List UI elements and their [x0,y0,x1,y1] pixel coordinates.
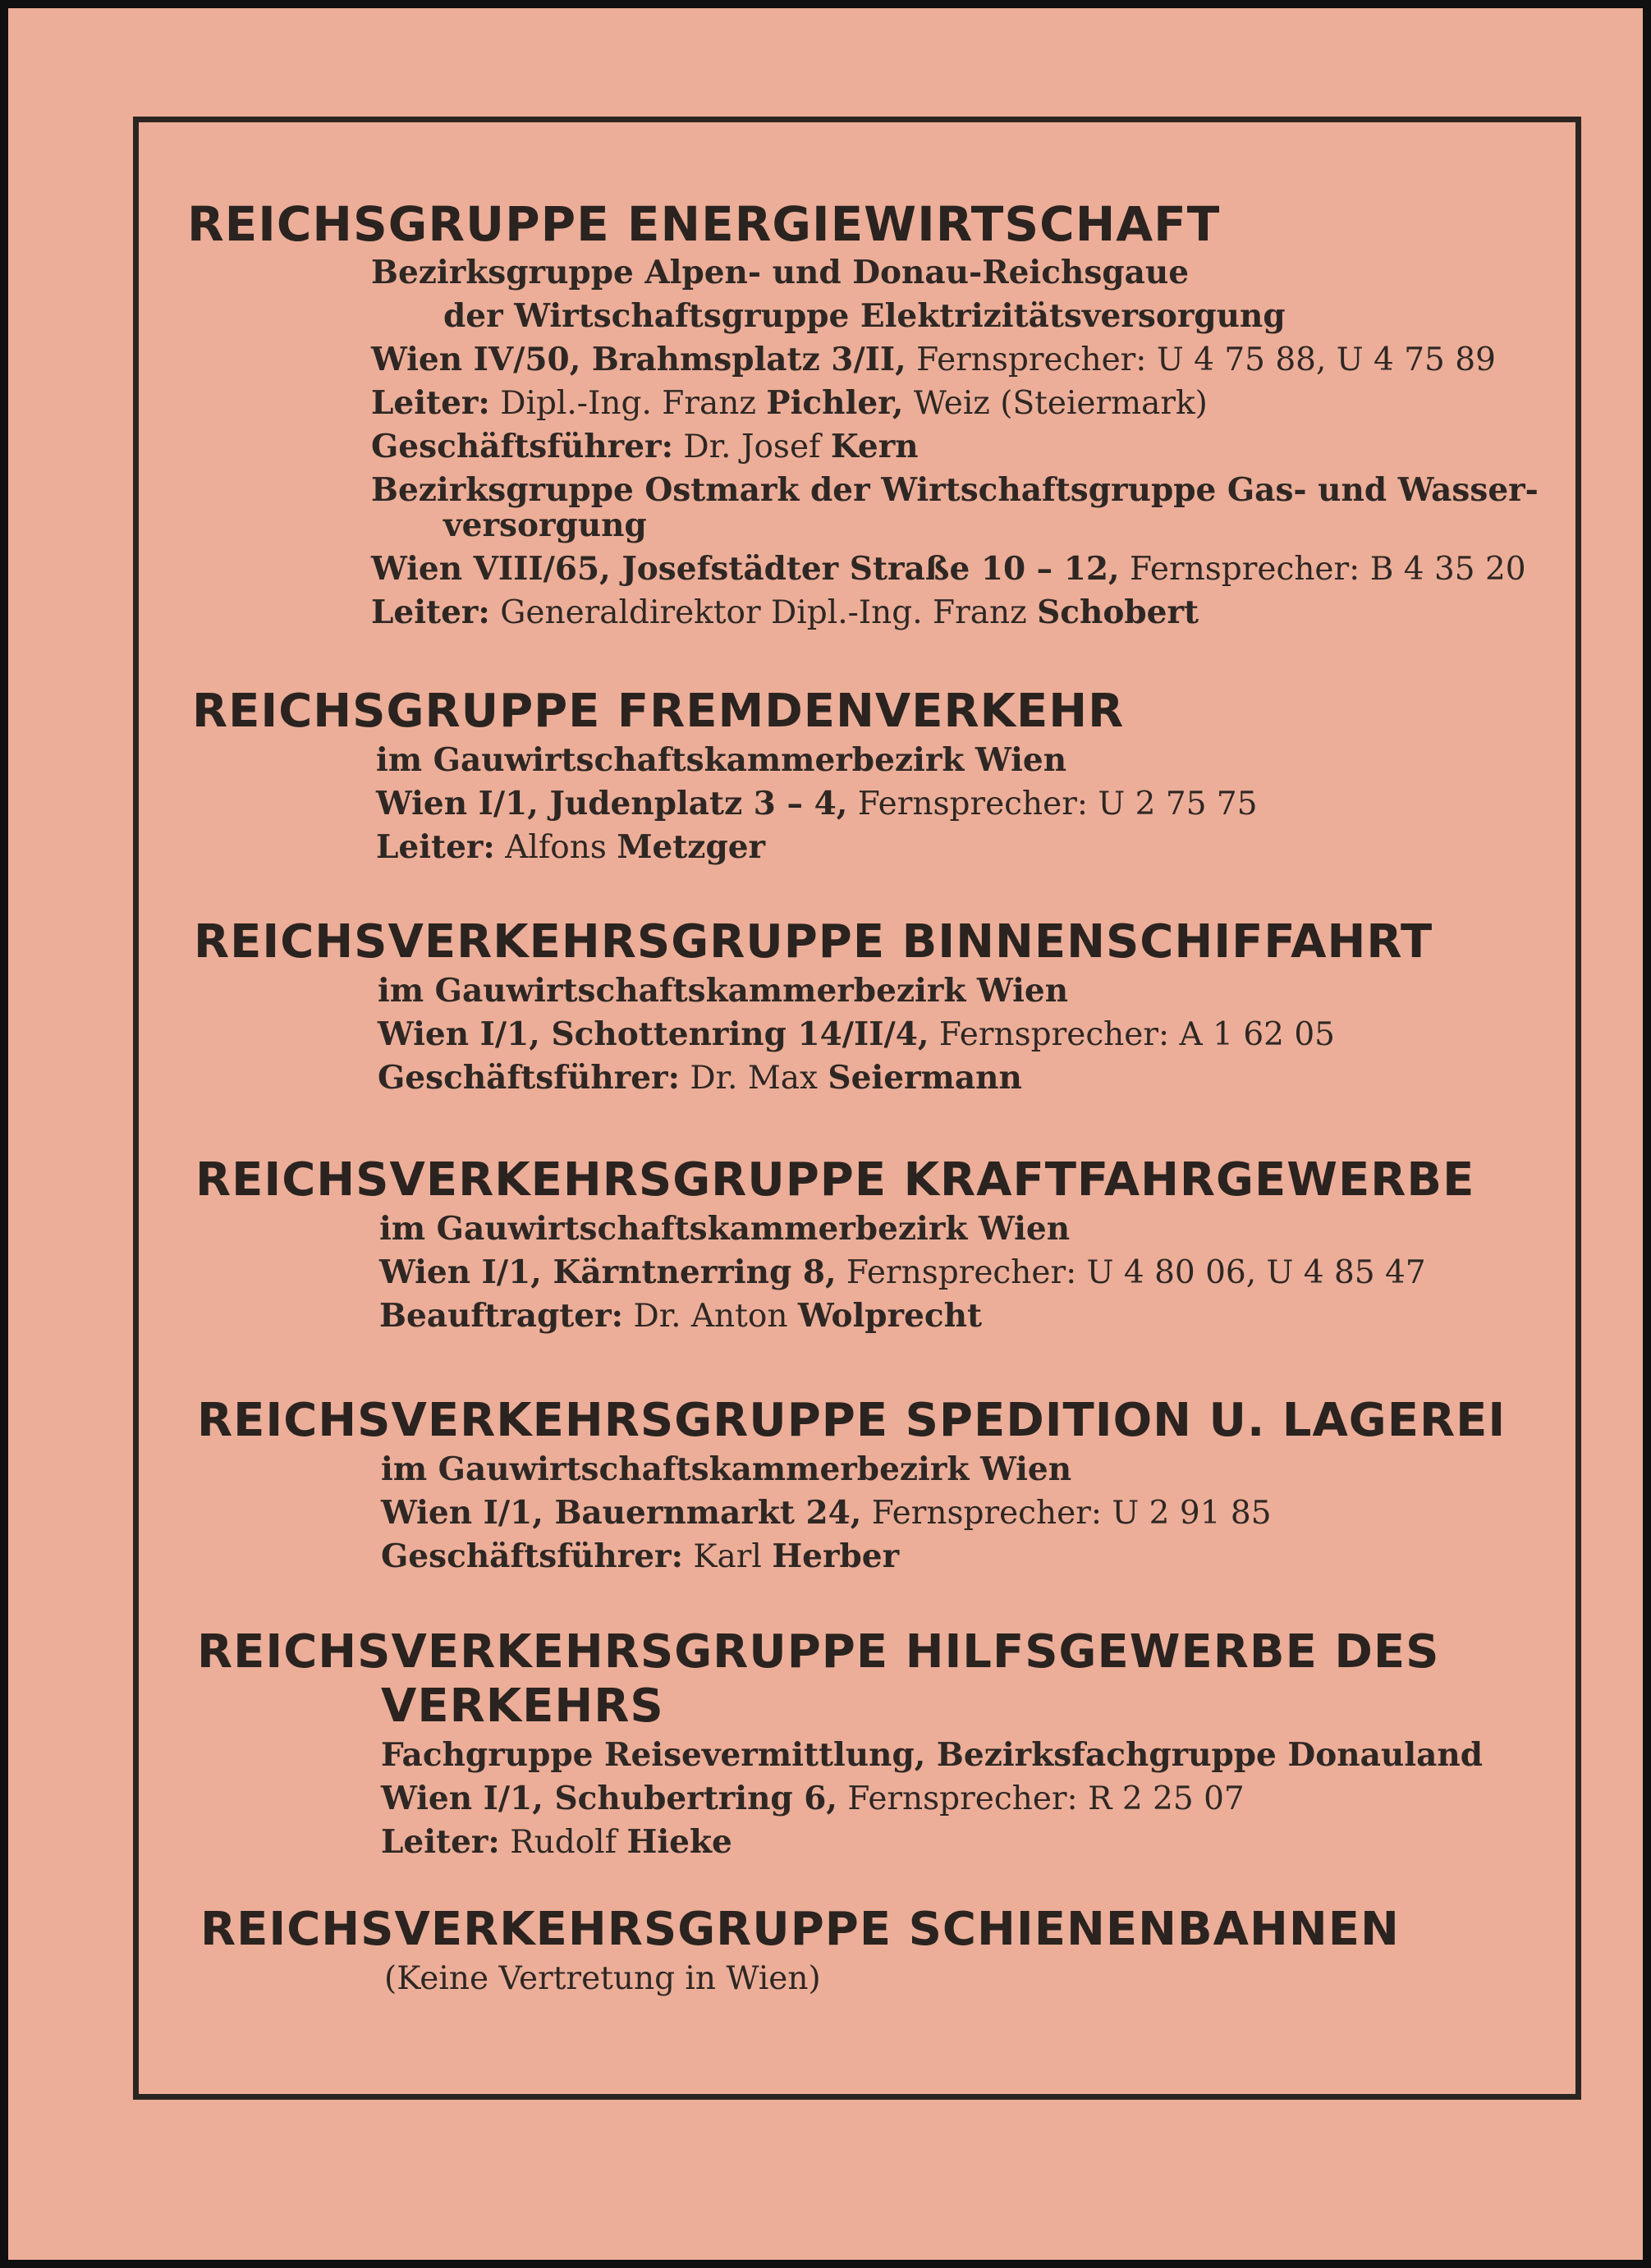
entry-body [371,251,1539,635]
entry-spedition-lagerei [197,1394,1506,1578]
subgroup-line: Fachgruppe Reisevermittlung, Bezirksfachgruppe Donauland [381,1736,1483,1774]
address: Wien IV/50, Brahmsplatz 3/II, [371,341,906,378]
role-label: Leiter: [376,828,495,866]
entry-body [376,739,1258,869]
leader-line [371,591,1539,635]
person-prefix: Dr. Josef [673,428,831,465]
address: Wien I/1, Schottenring 14/II/4, [378,1015,929,1053]
person-prefix: Alfons [494,829,617,866]
person-prefix: Dipl.-Ing. Franz [489,385,767,422]
representative-line [379,1294,1474,1338]
note-line: (Keine Vertretung in Wien) [384,1960,821,1997]
person-name: Metzger [617,828,766,866]
person-name: Herber [772,1537,900,1575]
entry-binnenschiffahrt [194,915,1433,1100]
role-label: Beauftragter: [379,1297,624,1335]
entry-kraftfahrgewerbe [195,1153,1474,1338]
person-prefix: Dr. Max [680,1060,828,1097]
role-label: Leiter: [371,384,490,422]
person-name: Hieke [626,1823,732,1861]
role-label: Geschäftsführer: [378,1059,680,1097]
leader-line [376,826,1258,869]
subgroup-line-continued: der Wirtschaftsgruppe Elektrizitätsversorgung [443,297,1286,335]
address-line [381,1491,1506,1535]
district-line: im Gauwirtschaftskammerbezirk Wien [376,741,1067,779]
phone: Fernsprecher: U 4 80 06, U 4 85 47 [836,1254,1426,1291]
person-name: Wolprecht [797,1297,983,1335]
person-prefix: Rudolf [499,1824,627,1861]
entry-fremdenverkehr [192,685,1258,869]
phone: Fernsprecher: U 2 75 75 [847,786,1258,822]
phone: Fernsprecher: R 2 25 07 [837,1780,1245,1817]
manager-line [381,1535,1506,1578]
person-name: Kern [830,428,919,465]
address-line [381,1777,1483,1821]
entry-body [381,1734,1483,1864]
address-line [371,548,1539,591]
person-prefix: Karl [683,1538,773,1575]
subgroup-line-continued: versorgung [443,506,647,544]
entry-title-continued: VERKEHRS [381,1679,664,1733]
person-name: Pichler, [766,384,904,422]
address-line [371,338,1539,382]
person-prefix: Dr. Anton [623,1298,798,1335]
subgroup-line: Bezirksgruppe Ostmark der Wirtschaftsgruppe Gas- und Wasser- [371,471,1539,509]
role-label: Geschäftsführer: [371,428,673,465]
entry-title: REICHSVERKEHRSGRUPPE SCHIENENBAHNEN [200,1903,1400,1956]
leader-line [381,1821,1483,1864]
entry-body [379,1207,1474,1338]
entry-body [381,1448,1506,1578]
address-line [376,782,1258,826]
person-location: Weiz (Steiermark) [903,385,1208,422]
person-name: Seiermann [828,1059,1022,1097]
entry-title [197,1625,1483,1734]
phone: Fernsprecher: U 4 75 88, U 4 75 89 [906,341,1496,378]
manager-line [371,425,1539,469]
district-line: im Gauwirtschaftskammerbezirk Wien [379,1210,1071,1248]
manager-line [378,1056,1433,1100]
entry-hilfsgewerbe [197,1625,1483,1864]
person-prefix: Generaldirektor Dipl.-Ing. Franz [489,594,1038,631]
address: Wien I/1, Judenplatz 3 – 4, [376,785,848,822]
phone: Fernsprecher: B 4 35 20 [1119,551,1526,588]
address-line [378,1013,1433,1056]
entry-schienenbahnen [200,1903,1400,2000]
role-label: Leiter: [381,1823,500,1861]
address: Wien VIII/65, Josefstädter Straße 10 – 12, [371,550,1120,588]
address: Wien I/1, Bauernmarkt 24, [381,1494,862,1532]
role-label: Leiter: [371,593,490,631]
role-label: Geschäftsführer: [381,1537,683,1575]
entry-body [384,1957,1400,2000]
address: Wien I/1, Kärntnerring 8, [379,1253,837,1291]
entry-title: REICHSVERKEHRSGRUPPE KRAFTFAHRGEWERBE [195,1153,1475,1207]
entry-title: REICHSVERKEHRSGRUPPE SPEDITION U. LAGEREI [197,1394,1507,1447]
entry-body [378,969,1433,1100]
entry-title: REICHSVERKEHRSGRUPPE BINNENSCHIFFAHRT [194,915,1433,969]
address-line [379,1251,1474,1294]
leader-line [371,382,1539,425]
phone: Fernsprecher: A 1 62 05 [929,1016,1335,1053]
person-name: Schobert [1037,593,1199,631]
district-line: im Gauwirtschaftskammerbezirk Wien [381,1450,1072,1488]
address: Wien I/1, Schubertring 6, [381,1780,837,1817]
entry-title-line: REICHSVERKEHRSGRUPPE HILFSGEWERBE DES [197,1625,1440,1679]
entry-title: REICHSGRUPPE FREMDENVERKEHR [192,685,1125,738]
entry-energiewirtschaft [187,197,1539,635]
subgroup-line: Bezirksgruppe Alpen- und Donau-Reichsgaue [371,254,1190,291]
entry-title: REICHSGRUPPE ENERGIEWIRTSCHAFT [187,196,1221,252]
district-line: im Gauwirtschaftskammerbezirk Wien [378,972,1069,1010]
phone: Fernsprecher: U 2 91 85 [861,1495,1272,1532]
